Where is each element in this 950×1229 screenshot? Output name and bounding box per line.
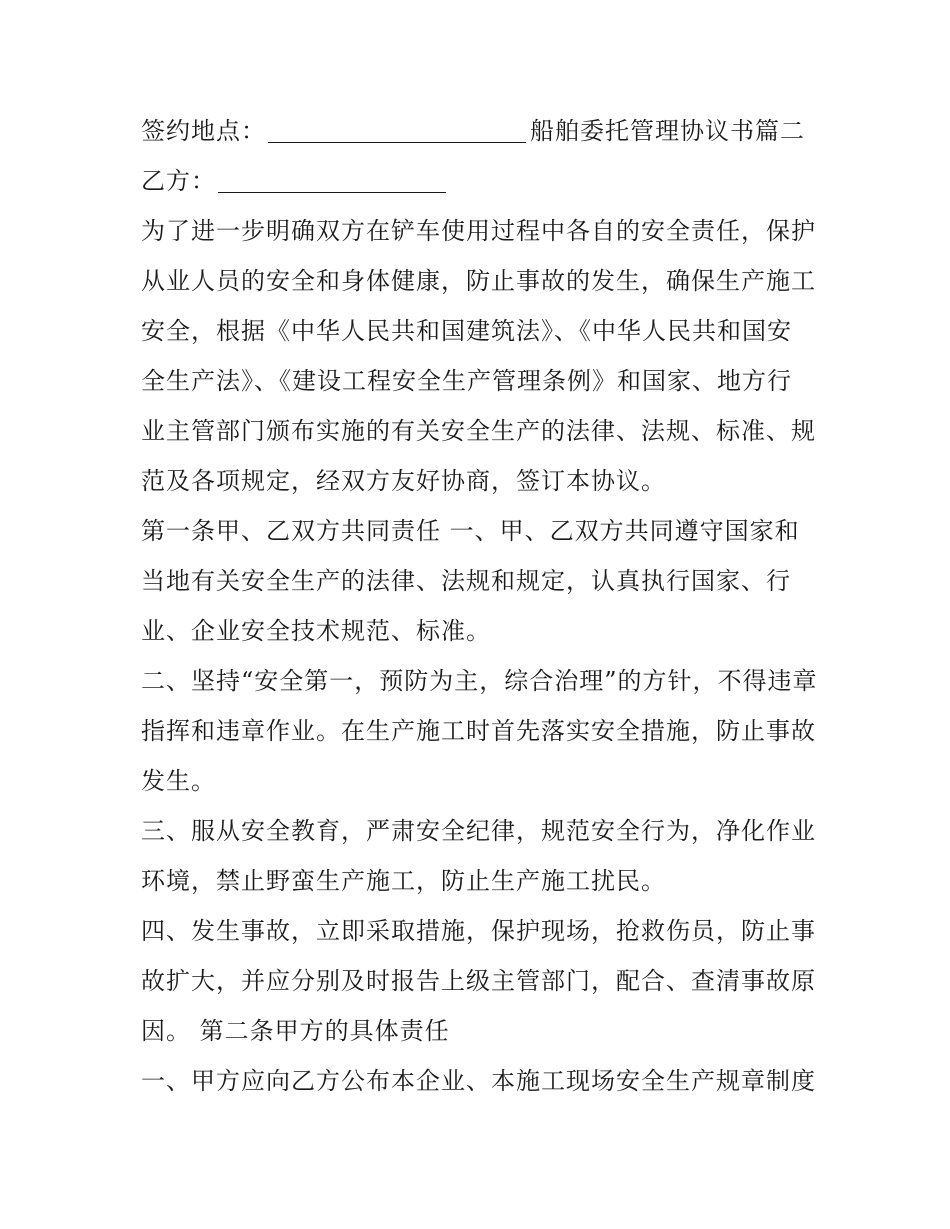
- text-line: 全生产法》、《建设工程安全生产管理条例》和国家、地方行: [141, 367, 792, 395]
- signing-place-line: [141, 106, 821, 156]
- text-line: 二、坚持“安全第一，预防为主，综合治理”的方针，不得违章: [141, 667, 818, 695]
- text-line: 业、企业安全技术规范、标准。: [141, 617, 491, 645]
- text-line: 故扩大，并应分别及时报告上级主管部门，配合、查清事故原: [141, 967, 816, 995]
- document-page: [141, 106, 821, 1106]
- text-line: 四、发生事故，立即采取措施，保护现场，抢救伤员，防止事: [141, 917, 816, 945]
- party-b-line: [141, 156, 821, 206]
- text-line: 当地有关安全生产的法律、法规和规定，认真执行国家、行: [141, 567, 791, 595]
- text-line: 环境，禁止野蛮生产施工，防止生产施工扰民。: [141, 867, 666, 895]
- text-line: 第一条甲、乙双方共同责任 一、甲、乙双方共同遵守国家和: [141, 517, 800, 545]
- signing-place-label: 签约地点：: [141, 117, 266, 145]
- text-line: 指挥和违章作业。在生产施工时首先落实安全措施，防止事故: [141, 717, 816, 745]
- party-b-blank: [218, 166, 446, 193]
- signing-place-blank: [268, 116, 526, 143]
- text-line: 发生。: [141, 767, 216, 795]
- document-subtitle: 船舶委托管理协议书篇二: [530, 117, 805, 145]
- text-line: 为了进一步明确双方在铲车使用过程中各自的安全责任，保护: [141, 217, 816, 245]
- text-line: 因。 第二条甲方的具体责任: [141, 1017, 450, 1045]
- text-line: 业主管部门颁布实施的有关安全生产的法律、法规、标准、规: [141, 417, 816, 445]
- text-line: 范及各项规定，经双方友好协商，签订本协议。: [141, 467, 666, 495]
- text-line: 一、甲方应向乙方公布本企业、本施工现场安全生产规章制度: [141, 1067, 816, 1095]
- text-line: 安全，根据《中华人民共和国建筑法》、《中华人民共和国安: [141, 317, 792, 345]
- text-line: 三、服从安全教育，严肃安全纪律，规范安全行为，净化作业: [141, 817, 816, 845]
- party-b-label: 乙方：: [141, 167, 216, 195]
- text-line: 从业人员的安全和身体健康，防止事故的发生，确保生产施工: [141, 267, 816, 295]
